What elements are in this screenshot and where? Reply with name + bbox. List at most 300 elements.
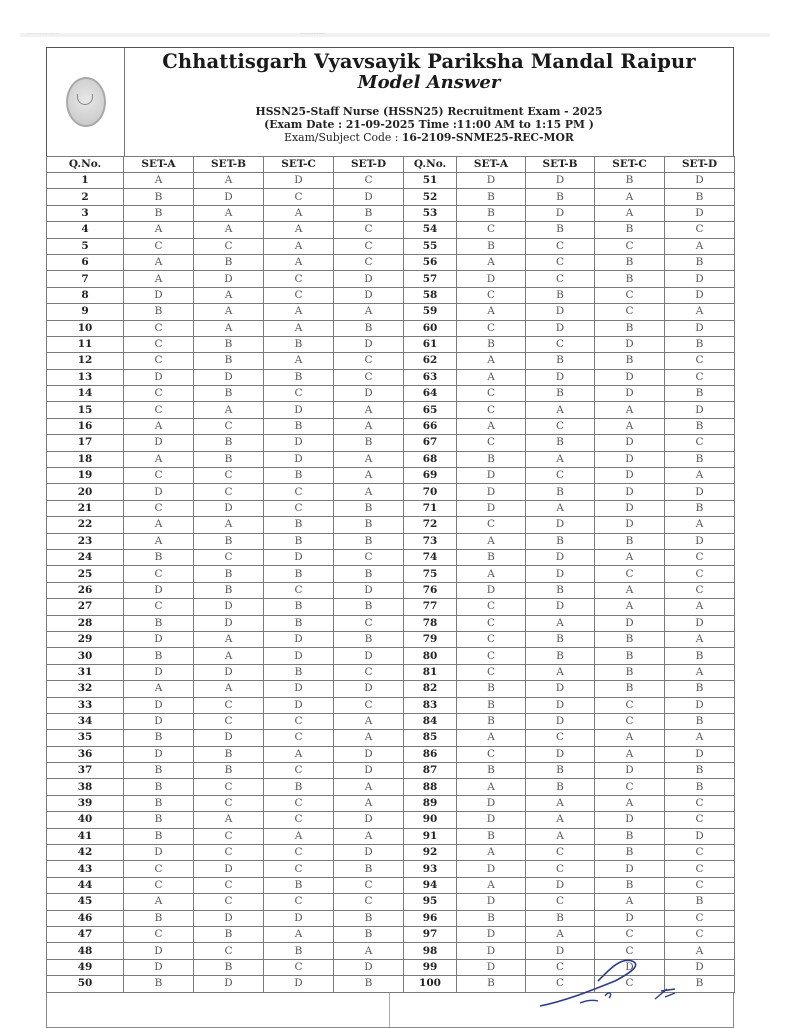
answer-cell: B (334, 205, 404, 221)
answer-cell: D (457, 484, 526, 500)
answer-cell: D (457, 894, 526, 910)
question-number: 3 (47, 205, 124, 221)
question-number: 17 (47, 435, 124, 451)
question-number: 14 (47, 386, 124, 402)
table-row (47, 582, 735, 598)
question-number: 82 (404, 681, 457, 697)
answer-cell: D (264, 910, 334, 926)
column-header-q-no: Q.No. (404, 157, 457, 173)
question-number: 9 (47, 304, 124, 320)
table-row (47, 763, 735, 779)
question-number: 56 (404, 254, 457, 270)
answer-cell: A (457, 353, 526, 369)
question-number: 86 (404, 746, 457, 762)
question-number: 85 (404, 730, 457, 746)
answer-cell: A (595, 730, 665, 746)
answer-cell: A (264, 238, 334, 254)
answer-cell: A (334, 484, 404, 500)
answer-cell: C (526, 238, 595, 254)
answer-cell: D (526, 549, 595, 565)
table-row (47, 205, 735, 221)
answer-cell: B (526, 779, 595, 795)
answer-cell: C (124, 386, 194, 402)
answer-cell: B (334, 435, 404, 451)
answer-cell: B (595, 271, 665, 287)
answer-cell: C (124, 926, 194, 942)
table-row (47, 533, 735, 549)
answer-cell: D (526, 681, 595, 697)
question-number: 24 (47, 549, 124, 565)
question-number: 61 (404, 336, 457, 352)
answer-cell: D (334, 648, 404, 664)
answer-cell: B (665, 976, 735, 992)
answer-cell: B (124, 615, 194, 631)
answer-cell: D (457, 959, 526, 975)
answer-cell: A (264, 205, 334, 221)
answer-cell: D (595, 517, 665, 533)
answer-cell: D (665, 533, 735, 549)
answer-cell: C (264, 271, 334, 287)
question-number: 57 (404, 271, 457, 287)
answer-cell: C (334, 238, 404, 254)
answer-cell: B (595, 320, 665, 336)
answer-cell: A (457, 369, 526, 385)
question-number: 58 (404, 287, 457, 303)
answer-cell: D (334, 189, 404, 205)
answer-cell: D (124, 484, 194, 500)
answer-cell: B (595, 254, 665, 270)
table-row (47, 517, 735, 533)
answer-cell: C (264, 959, 334, 975)
answer-cell: D (665, 205, 735, 221)
answer-cell: C (665, 566, 735, 582)
answer-cell: A (124, 271, 194, 287)
answer-cell: C (264, 386, 334, 402)
answer-cell: D (334, 959, 404, 975)
answer-cell: C (595, 713, 665, 729)
answer-cell: B (194, 353, 264, 369)
answer-cell: C (526, 468, 595, 484)
answer-cell: D (334, 271, 404, 287)
table-row (47, 386, 735, 402)
table-row (47, 238, 735, 254)
question-number: 20 (47, 484, 124, 500)
question-number: 30 (47, 648, 124, 664)
answer-cell: C (124, 566, 194, 582)
answer-cell: B (457, 976, 526, 992)
answer-cell: A (124, 451, 194, 467)
answer-cell: B (665, 254, 735, 270)
answer-cell: A (194, 287, 264, 303)
answer-cell: D (264, 976, 334, 992)
answer-cell: B (457, 336, 526, 352)
answer-cell: C (334, 549, 404, 565)
answer-cell: C (194, 828, 264, 844)
question-number: 41 (47, 828, 124, 844)
answer-cell: B (124, 976, 194, 992)
question-number: 89 (404, 795, 457, 811)
answer-cell: A (665, 943, 735, 959)
answer-cell: B (264, 664, 334, 680)
table-row (47, 566, 735, 582)
question-number: 43 (47, 861, 124, 877)
question-number: 42 (47, 845, 124, 861)
answer-cell: A (457, 877, 526, 893)
question-number: 71 (404, 500, 457, 516)
answer-cell: D (264, 173, 334, 189)
answer-cell: A (264, 304, 334, 320)
question-number: 79 (404, 631, 457, 647)
answer-cell: A (457, 304, 526, 320)
question-number: 39 (47, 795, 124, 811)
table-row (47, 697, 735, 713)
answer-cell: D (124, 697, 194, 713)
answer-cell: D (526, 697, 595, 713)
question-number: 31 (47, 664, 124, 680)
answer-cell: C (124, 500, 194, 516)
document-title: Model Answer (357, 72, 501, 93)
answer-cell: C (457, 746, 526, 762)
question-number: 91 (404, 828, 457, 844)
question-number: 54 (404, 222, 457, 238)
answer-cell: A (595, 795, 665, 811)
answer-cell: D (194, 369, 264, 385)
answer-cell: A (194, 222, 264, 238)
answer-cell: D (334, 336, 404, 352)
answer-cell: C (665, 549, 735, 565)
question-number: 73 (404, 533, 457, 549)
answer-cell: D (595, 763, 665, 779)
column-header-set-d: SET-D (334, 157, 404, 173)
answer-cell: A (665, 468, 735, 484)
answer-cell: B (124, 189, 194, 205)
answer-cell: A (194, 320, 264, 336)
answer-cell: D (194, 730, 264, 746)
table-row (47, 451, 735, 467)
answer-cell: D (194, 664, 264, 680)
answer-cell: C (526, 861, 595, 877)
answer-cell: C (264, 189, 334, 205)
answer-cell: D (124, 369, 194, 385)
table-row (47, 189, 735, 205)
question-number: 76 (404, 582, 457, 598)
answer-cell: C (334, 697, 404, 713)
logo-cell (47, 48, 125, 156)
question-number: 97 (404, 926, 457, 942)
answer-cell: C (457, 435, 526, 451)
answer-cell: A (457, 730, 526, 746)
answer-cell: B (665, 500, 735, 516)
answer-cell: A (194, 648, 264, 664)
answer-cell: B (595, 631, 665, 647)
answer-cell: B (124, 648, 194, 664)
answer-cell: C (457, 402, 526, 418)
answer-cell: B (334, 566, 404, 582)
answer-cell: B (595, 222, 665, 238)
answer-cell: D (457, 861, 526, 877)
column-header-set-a: SET-A (124, 157, 194, 173)
answer-cell: D (595, 451, 665, 467)
answer-cell: B (124, 730, 194, 746)
answer-cell: C (665, 812, 735, 828)
table-row (47, 304, 735, 320)
answer-cell: D (526, 877, 595, 893)
answer-cell: C (264, 484, 334, 500)
answer-cell: C (595, 238, 665, 254)
answer-cell: C (665, 926, 735, 942)
answer-cell: A (457, 254, 526, 270)
answer-cell: C (334, 173, 404, 189)
top-strip-left-text: …………, …… (26, 30, 59, 36)
answer-cell: A (665, 517, 735, 533)
table-row (47, 549, 735, 565)
question-number: 67 (404, 435, 457, 451)
answer-cell: B (124, 795, 194, 811)
answer-cell: A (457, 566, 526, 582)
column-header-set-d: SET-D (665, 157, 735, 173)
answer-cell: D (334, 763, 404, 779)
question-number: 94 (404, 877, 457, 893)
answer-cell: A (457, 418, 526, 434)
answer-cell: A (526, 828, 595, 844)
table-row (47, 402, 735, 418)
table-row (47, 500, 735, 516)
answer-cell: B (665, 648, 735, 664)
question-number: 33 (47, 697, 124, 713)
question-number: 70 (404, 484, 457, 500)
answer-cell: B (665, 336, 735, 352)
answer-cell: A (194, 812, 264, 828)
answer-cell: B (526, 222, 595, 238)
answer-cell: A (457, 845, 526, 861)
answer-cell: D (526, 205, 595, 221)
answer-cell: D (595, 500, 665, 516)
question-number: 93 (404, 861, 457, 877)
question-number: 46 (47, 910, 124, 926)
answer-cell: B (124, 304, 194, 320)
answer-cell: C (334, 877, 404, 893)
answer-cell: C (665, 353, 735, 369)
question-number: 16 (47, 418, 124, 434)
answer-cell: C (457, 664, 526, 680)
answer-cell: B (595, 173, 665, 189)
answer-cell: B (124, 779, 194, 795)
exam-code-label: Exam/Subject Code : (284, 131, 402, 144)
answer-cell: D (264, 681, 334, 697)
question-number: 72 (404, 517, 457, 533)
answer-cell: B (526, 533, 595, 549)
answer-cell: C (665, 877, 735, 893)
question-number: 36 (47, 746, 124, 762)
answer-cell: B (124, 205, 194, 221)
answer-cell: D (457, 271, 526, 287)
answer-cell: C (194, 894, 264, 910)
answer-cell: B (194, 254, 264, 270)
question-number: 100 (404, 976, 457, 992)
table-row (47, 615, 735, 631)
answer-cell: A (124, 533, 194, 549)
answer-cell: B (264, 779, 334, 795)
table-header-row (47, 157, 735, 173)
question-number: 60 (404, 320, 457, 336)
table-row (47, 271, 735, 287)
answer-cell: C (457, 287, 526, 303)
answer-cell: A (124, 681, 194, 697)
answer-cell: A (124, 173, 194, 189)
table-row (47, 910, 735, 926)
answer-cell: D (595, 959, 665, 975)
answer-cell: B (124, 549, 194, 565)
answer-cell: D (665, 746, 735, 762)
answer-cell: C (334, 353, 404, 369)
answer-cell: A (194, 631, 264, 647)
answer-cell: A (334, 402, 404, 418)
answer-cell: C (526, 730, 595, 746)
answer-cell: A (194, 173, 264, 189)
answer-cell: C (526, 959, 595, 975)
answer-cell: B (194, 435, 264, 451)
exam-date-line: (Exam Date : 21-09-2025 Time :11:00 AM to 1:15 PM ) (264, 118, 594, 131)
answer-cell: D (264, 435, 334, 451)
table-row (47, 484, 735, 500)
answer-cell: A (665, 304, 735, 320)
answer-cell: D (194, 271, 264, 287)
answer-cell: C (665, 222, 735, 238)
answer-cell: D (595, 861, 665, 877)
answer-cell: D (334, 386, 404, 402)
answer-cell: D (124, 746, 194, 762)
answer-cell: A (526, 500, 595, 516)
answer-cell: C (124, 320, 194, 336)
table-row (47, 681, 735, 697)
answer-cell: B (194, 451, 264, 467)
answer-cell: D (124, 435, 194, 451)
question-number: 95 (404, 894, 457, 910)
answer-cell: D (124, 943, 194, 959)
question-number: 22 (47, 517, 124, 533)
question-number: 92 (404, 845, 457, 861)
question-number: 69 (404, 468, 457, 484)
question-number: 80 (404, 648, 457, 664)
answer-cell: D (194, 910, 264, 926)
answer-cell: B (264, 615, 334, 631)
answer-cell: D (194, 861, 264, 877)
question-number: 44 (47, 877, 124, 893)
question-number: 49 (47, 959, 124, 975)
table-row (47, 287, 735, 303)
answer-cell: B (595, 828, 665, 844)
answer-cell: A (194, 517, 264, 533)
question-number: 50 (47, 976, 124, 992)
answer-cell: D (665, 959, 735, 975)
answer-cell: B (665, 386, 735, 402)
answer-cell: C (595, 566, 665, 582)
answer-cell: B (526, 189, 595, 205)
answer-cell: B (665, 451, 735, 467)
table-row (47, 599, 735, 615)
question-number: 77 (404, 599, 457, 615)
answer-cell: C (264, 287, 334, 303)
table-row (47, 746, 735, 762)
answer-cell: B (665, 894, 735, 910)
question-number: 19 (47, 468, 124, 484)
answer-cell: C (264, 845, 334, 861)
question-number: 90 (404, 812, 457, 828)
answer-cell: B (665, 189, 735, 205)
answer-cell: C (194, 468, 264, 484)
answer-cell: A (526, 926, 595, 942)
question-number: 2 (47, 189, 124, 205)
question-number: 11 (47, 336, 124, 352)
answer-cell: D (595, 386, 665, 402)
question-number: 23 (47, 533, 124, 549)
answer-cell: B (194, 746, 264, 762)
question-number: 40 (47, 812, 124, 828)
answer-cell: A (124, 222, 194, 238)
answer-cell: D (595, 336, 665, 352)
answer-cell: D (595, 369, 665, 385)
table-row (47, 173, 735, 189)
answer-cell: A (264, 320, 334, 336)
answer-cell: A (665, 599, 735, 615)
answer-cell: C (194, 697, 264, 713)
answer-cell: B (264, 943, 334, 959)
answer-cell: D (457, 943, 526, 959)
answer-cell: B (595, 664, 665, 680)
answer-cell: D (665, 173, 735, 189)
answer-cell: A (457, 779, 526, 795)
answer-cell: C (194, 845, 264, 861)
exam-name: HSSN25-Staff Nurse (HSSN25) Recruitment Exam - 2025 (255, 105, 603, 118)
answer-cell: D (194, 599, 264, 615)
answer-cell: D (334, 746, 404, 762)
question-number: 18 (47, 451, 124, 467)
answer-cell: C (124, 861, 194, 877)
answer-cell: A (264, 828, 334, 844)
question-number: 6 (47, 254, 124, 270)
answer-cell: B (665, 763, 735, 779)
answer-cell: C (457, 648, 526, 664)
answer-cell: D (194, 189, 264, 205)
table-row (47, 730, 735, 746)
answer-cell: C (264, 894, 334, 910)
answer-cell: B (595, 648, 665, 664)
answer-cell: D (457, 468, 526, 484)
answer-cell: C (124, 353, 194, 369)
answer-cell: C (457, 599, 526, 615)
answer-cell: B (264, 533, 334, 549)
answer-cell: C (124, 336, 194, 352)
answer-cell: C (526, 418, 595, 434)
answer-cell: C (526, 271, 595, 287)
answer-cell: D (526, 566, 595, 582)
question-number: 52 (404, 189, 457, 205)
table-row (47, 861, 735, 877)
answer-cell: D (124, 631, 194, 647)
question-number: 7 (47, 271, 124, 287)
answer-cell: D (194, 615, 264, 631)
answer-cell: D (595, 910, 665, 926)
answer-cell: A (334, 943, 404, 959)
title-block (125, 48, 733, 156)
answer-cell: B (264, 877, 334, 893)
answer-cell: D (595, 435, 665, 451)
answer-cell: C (194, 484, 264, 500)
question-number: 12 (47, 353, 124, 369)
table-row (47, 926, 735, 942)
table-row (47, 254, 735, 270)
answer-cell: B (457, 697, 526, 713)
